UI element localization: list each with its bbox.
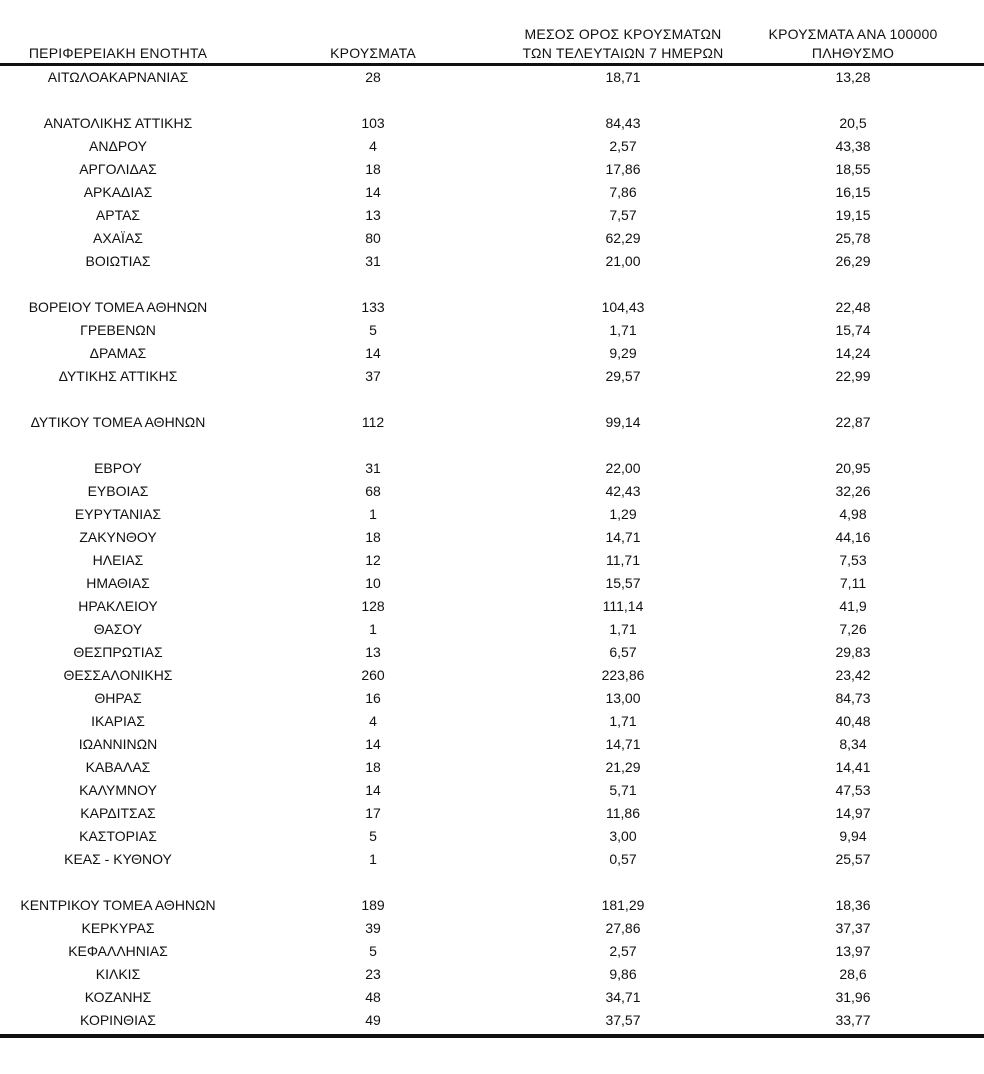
table-row: [0, 986, 984, 1009]
avg-7day-cell: 37,57: [605, 1012, 641, 1028]
avg-7day-cell: 1,71: [609, 621, 637, 637]
per-100k-cell: 13,28: [835, 69, 871, 85]
avg-7day-cell: 9,86: [609, 966, 637, 982]
cases-cell: 13: [365, 644, 381, 660]
avg-7day-cell: 1,71: [609, 322, 637, 338]
per-100k-cell: 20,95: [835, 460, 871, 476]
table-row: [0, 135, 984, 158]
per-100k-cell: 41,9: [839, 598, 867, 614]
per-100k-cell: 22,99: [835, 368, 871, 384]
per-100k-cell: 22,87: [835, 414, 871, 430]
cases-cell: 18: [365, 529, 381, 545]
region-name-cell: ΘΑΣΟΥ: [93, 621, 143, 637]
per-100k-cell: 28,6: [839, 966, 867, 982]
per-100k-cell: 19,15: [835, 207, 871, 223]
table-row: [0, 411, 984, 434]
table-row: [0, 112, 984, 135]
region-name-cell: ΑΝΑΤΟΛΙΚΗΣ ΑΤΤΙΚΗΣ: [43, 115, 193, 131]
per-100k-cell: 22,48: [835, 299, 871, 315]
table-row: [0, 227, 984, 250]
avg-7day-cell: 99,14: [605, 414, 641, 430]
cases-cell: 39: [365, 920, 381, 936]
table-row: [0, 319, 984, 342]
header-cases-label: ΚΡΟΥΣΜΑΤΑ: [330, 45, 416, 61]
region-name-cell: ΚΑΣΤΟΡΙΑΣ: [79, 828, 157, 844]
cases-cell: 31: [365, 460, 381, 476]
cases-cell: 14: [365, 184, 381, 200]
table-row: [0, 181, 984, 204]
table-row: [0, 595, 984, 618]
table-row: [0, 618, 984, 641]
region-name-cell: ΚΑΛΥΜΝΟΥ: [79, 782, 157, 798]
region-name-cell: ΕΒΡΟΥ: [94, 460, 142, 476]
avg-7day-cell: 29,57: [605, 368, 641, 384]
per-100k-cell: 23,42: [835, 667, 871, 683]
avg-7day-cell: 104,43: [601, 299, 645, 315]
region-name-cell: ΒΟΡΕΙΟΥ ΤΟΜΕΑ ΑΘΗΝΩΝ: [28, 299, 208, 315]
per-100k-cell: 40,48: [835, 713, 871, 729]
cases-cell: 4: [369, 713, 377, 729]
table-row: [0, 66, 984, 89]
table-row: [0, 572, 984, 595]
region-name-cell: ΑΧΑΪΑΣ: [93, 230, 143, 246]
cases-cell: 1: [369, 851, 377, 867]
header-cases-per-100k-line1: ΚΡΟΥΣΜΑΤΑ ΑΝΑ 100000: [768, 26, 938, 42]
region-name-cell: ΓΡΕΒΕΝΩΝ: [80, 322, 156, 338]
table-row: [0, 549, 984, 572]
avg-7day-cell: 34,71: [605, 989, 641, 1005]
per-100k-cell: 29,83: [835, 644, 871, 660]
region-name-cell: ΑΡΤΑΣ: [95, 207, 141, 223]
cases-cell: 12: [365, 552, 381, 568]
header-cases-per-100k: [740, 25, 966, 63]
header-cases: [300, 44, 446, 63]
region-name-cell: ΑΡΚΑΔΙΑΣ: [83, 184, 153, 200]
table-row: [0, 687, 984, 710]
table-row: [0, 641, 984, 664]
avg-7day-cell: 15,57: [605, 575, 641, 591]
table-row: [0, 250, 984, 273]
cases-cell: 68: [365, 483, 381, 499]
region-name-cell: ΑΝΔΡΟΥ: [89, 138, 147, 154]
per-100k-cell: 15,74: [835, 322, 871, 338]
avg-7day-cell: 2,57: [609, 943, 637, 959]
region-name-cell: ΚΕΑΣ - ΚΥΘΝΟΥ: [64, 851, 172, 867]
per-100k-cell: 4,98: [839, 506, 867, 522]
avg-7day-cell: 223,86: [601, 667, 645, 683]
region-name-cell: ΔΡΑΜΑΣ: [89, 345, 147, 361]
per-100k-cell: 33,77: [835, 1012, 871, 1028]
region-name-cell: ΗΛΕΙΑΣ: [92, 552, 144, 568]
table-row: [0, 963, 984, 986]
region-name-cell: ΗΡΑΚΛΕΙΟΥ: [78, 598, 158, 614]
cases-cell: 5: [369, 943, 377, 959]
cases-cell: 14: [365, 345, 381, 361]
region-name-cell: ΚΟΖΑΝΗΣ: [84, 989, 152, 1005]
per-100k-cell: 7,53: [839, 552, 867, 568]
cases-cell: 128: [361, 598, 385, 614]
table-row: [0, 779, 984, 802]
avg-7day-cell: 111,14: [602, 598, 644, 614]
avg-7day-cell: 9,29: [609, 345, 637, 361]
table-row: [0, 848, 984, 871]
per-100k-cell: 84,73: [835, 690, 871, 706]
table-row: [0, 158, 984, 181]
cases-cell: 13: [365, 207, 381, 223]
per-100k-cell: 18,55: [835, 161, 871, 177]
cases-cell: 112: [361, 414, 385, 430]
table-row: [0, 917, 984, 940]
cases-cell: 5: [369, 322, 377, 338]
region-name-cell: ΚΕΝΤΡΙΚΟΥ ΤΟΜΕΑ ΑΘΗΝΩΝ: [20, 897, 216, 913]
cases-cell: 17: [365, 805, 381, 821]
cases-cell: 48: [365, 989, 381, 1005]
table-row: [0, 894, 984, 917]
per-100k-cell: 25,57: [835, 851, 871, 867]
cases-cell: 14: [365, 782, 381, 798]
cases-cell: 1: [369, 506, 377, 522]
region-name-cell: ΑΡΓΟΛΙΔΑΣ: [79, 161, 157, 177]
avg-7day-cell: 1,71: [609, 713, 637, 729]
avg-7day-cell: 84,43: [605, 115, 641, 131]
avg-7day-cell: 13,00: [605, 690, 641, 706]
region-name-cell: ΙΩΑΝΝΙΝΩΝ: [78, 736, 158, 752]
avg-7day-cell: 62,29: [605, 230, 641, 246]
avg-7day-cell: 7,86: [609, 184, 637, 200]
per-100k-cell: 31,96: [835, 989, 871, 1005]
per-100k-cell: 26,29: [835, 253, 871, 269]
table-row: [0, 802, 984, 825]
avg-7day-cell: 22,00: [605, 460, 641, 476]
per-100k-cell: 18,36: [835, 897, 871, 913]
avg-7day-cell: 14,71: [605, 529, 641, 545]
header-region-unit: [0, 44, 236, 63]
avg-7day-cell: 14,71: [605, 736, 641, 752]
header-7day-average-line1: ΜΕΣΟΣ ΟΡΟΣ ΚΡΟΥΣΜΑΤΩΝ: [524, 26, 722, 42]
cases-cell: 260: [361, 667, 385, 683]
cases-cell: 10: [365, 575, 381, 591]
region-name-cell: ΚΕΦΑΛΛΗΝΙΑΣ: [68, 943, 168, 959]
cases-cell: 16: [365, 690, 381, 706]
region-name-cell: ΗΜΑΘΙΑΣ: [86, 575, 150, 591]
per-100k-cell: 13,97: [835, 943, 871, 959]
avg-7day-cell: 3,00: [609, 828, 637, 844]
table-row: [0, 365, 984, 388]
region-name-cell: ΔΥΤΙΚΗΣ ΑΤΤΙΚΗΣ: [58, 368, 178, 384]
cases-cell: 49: [365, 1012, 381, 1028]
avg-7day-cell: 11,86: [606, 805, 640, 821]
region-name-cell: ΚΙΛΚΙΣ: [95, 966, 141, 982]
avg-7day-cell: 18,71: [605, 69, 641, 85]
region-name-cell: ΙΚΑΡΙΑΣ: [91, 713, 145, 729]
avg-7day-cell: 181,29: [601, 897, 645, 913]
region-name-cell: ΑΙΤΩΛΟΑΚΑΡΝΑΝΙΑΣ: [47, 69, 189, 85]
avg-7day-cell: 6,57: [609, 644, 637, 660]
cases-cell: 1: [369, 621, 377, 637]
table-row: [0, 733, 984, 756]
per-100k-cell: 9,94: [839, 828, 867, 844]
avg-7day-cell: 2,57: [609, 138, 637, 154]
table-row: [0, 526, 984, 549]
per-100k-cell: 25,78: [835, 230, 871, 246]
region-name-cell: ΚΟΡΙΝΘΙΑΣ: [80, 1012, 156, 1028]
per-100k-cell: 16,15: [835, 184, 871, 200]
table-row: [0, 204, 984, 227]
avg-7day-cell: 17,86: [605, 161, 641, 177]
cases-cell: 14: [365, 736, 381, 752]
per-100k-cell: 8,34: [839, 736, 867, 752]
header-7day-average: [480, 25, 766, 63]
cases-cell: 18: [365, 759, 381, 775]
cases-cell: 31: [365, 253, 381, 269]
table-row: [0, 664, 984, 687]
region-name-cell: ΒΟΙΩΤΙΑΣ: [85, 253, 151, 269]
per-100k-cell: 32,26: [835, 483, 871, 499]
table-row: [0, 1009, 984, 1032]
data-table-body: [0, 66, 984, 1032]
cases-cell: 103: [361, 115, 385, 131]
table-row: [0, 480, 984, 503]
avg-7day-cell: 7,57: [609, 207, 637, 223]
region-name-cell: ΕΥΡΥΤΑΝΙΑΣ: [74, 506, 162, 522]
cases-cell: 4: [369, 138, 377, 154]
region-name-cell: ΘΕΣΠΡΩΤΙΑΣ: [73, 644, 163, 660]
per-100k-cell: 7,11: [839, 575, 867, 591]
header-cases-per-100k-line2: ΠΛΗΘΥΣΜΟ: [811, 45, 895, 61]
avg-7day-cell: 11,71: [606, 552, 640, 568]
per-100k-cell: 7,26: [839, 621, 867, 637]
table-row: [0, 296, 984, 319]
region-name-cell: ΘΕΣΣΑΛΟΝΙΚΗΣ: [63, 667, 173, 683]
table-row: [0, 457, 984, 480]
avg-7day-cell: 21,29: [605, 759, 641, 775]
cases-cell: 189: [361, 897, 385, 913]
avg-7day-cell: 27,86: [605, 920, 641, 936]
per-100k-cell: 14,97: [835, 805, 871, 821]
avg-7day-cell: 0,57: [609, 851, 637, 867]
per-100k-cell: 14,24: [835, 345, 871, 361]
cases-cell: 28: [365, 69, 381, 85]
cases-cell: 5: [369, 828, 377, 844]
table-row: [0, 710, 984, 733]
avg-7day-cell: 5,71: [609, 782, 637, 798]
avg-7day-cell: 21,00: [605, 253, 641, 269]
region-name-cell: ΔΥΤΙΚΟΥ ΤΟΜΕΑ ΑΘΗΝΩΝ: [30, 414, 206, 430]
cases-cell: 80: [365, 230, 381, 246]
region-name-cell: ΚΕΡΚΥΡΑΣ: [81, 920, 155, 936]
per-100k-cell: 47,53: [835, 782, 871, 798]
per-100k-cell: 37,37: [835, 920, 871, 936]
per-100k-cell: 20,5: [839, 115, 867, 131]
table-row: [0, 825, 984, 848]
region-name-cell: ΚΑΒΑΛΑΣ: [85, 759, 151, 775]
per-100k-cell: 44,16: [835, 529, 871, 545]
header-7day-average-line2: ΤΩΝ ΤΕΛΕΥΤΑΙΩΝ 7 ΗΜΕΡΩΝ: [522, 45, 724, 61]
avg-7day-cell: 1,29: [609, 506, 637, 522]
table-row: [0, 940, 984, 963]
region-name-cell: ΘΗΡΑΣ: [94, 690, 142, 706]
cases-cell: 133: [361, 299, 385, 315]
table-row: [0, 342, 984, 365]
cases-cell: 18: [365, 161, 381, 177]
region-name-cell: ΖΑΚΥΝΘΟΥ: [79, 529, 157, 545]
per-100k-cell: 14,41: [835, 759, 871, 775]
table-row: [0, 503, 984, 526]
region-name-cell: ΚΑΡΔΙΤΣΑΣ: [80, 805, 156, 821]
per-100k-cell: 43,38: [835, 138, 871, 154]
cases-cell: 23: [365, 966, 381, 982]
region-name-cell: ΕΥΒΟΙΑΣ: [87, 483, 149, 499]
table-bottom-border: [0, 1034, 984, 1038]
header-region-unit-label: ΠΕΡΙΦΕΡΕΙΑΚΗ ΕΝΟΤΗΤΑ: [28, 45, 208, 61]
avg-7day-cell: 42,43: [605, 483, 641, 499]
cases-cell: 37: [365, 368, 381, 384]
table-row: [0, 756, 984, 779]
